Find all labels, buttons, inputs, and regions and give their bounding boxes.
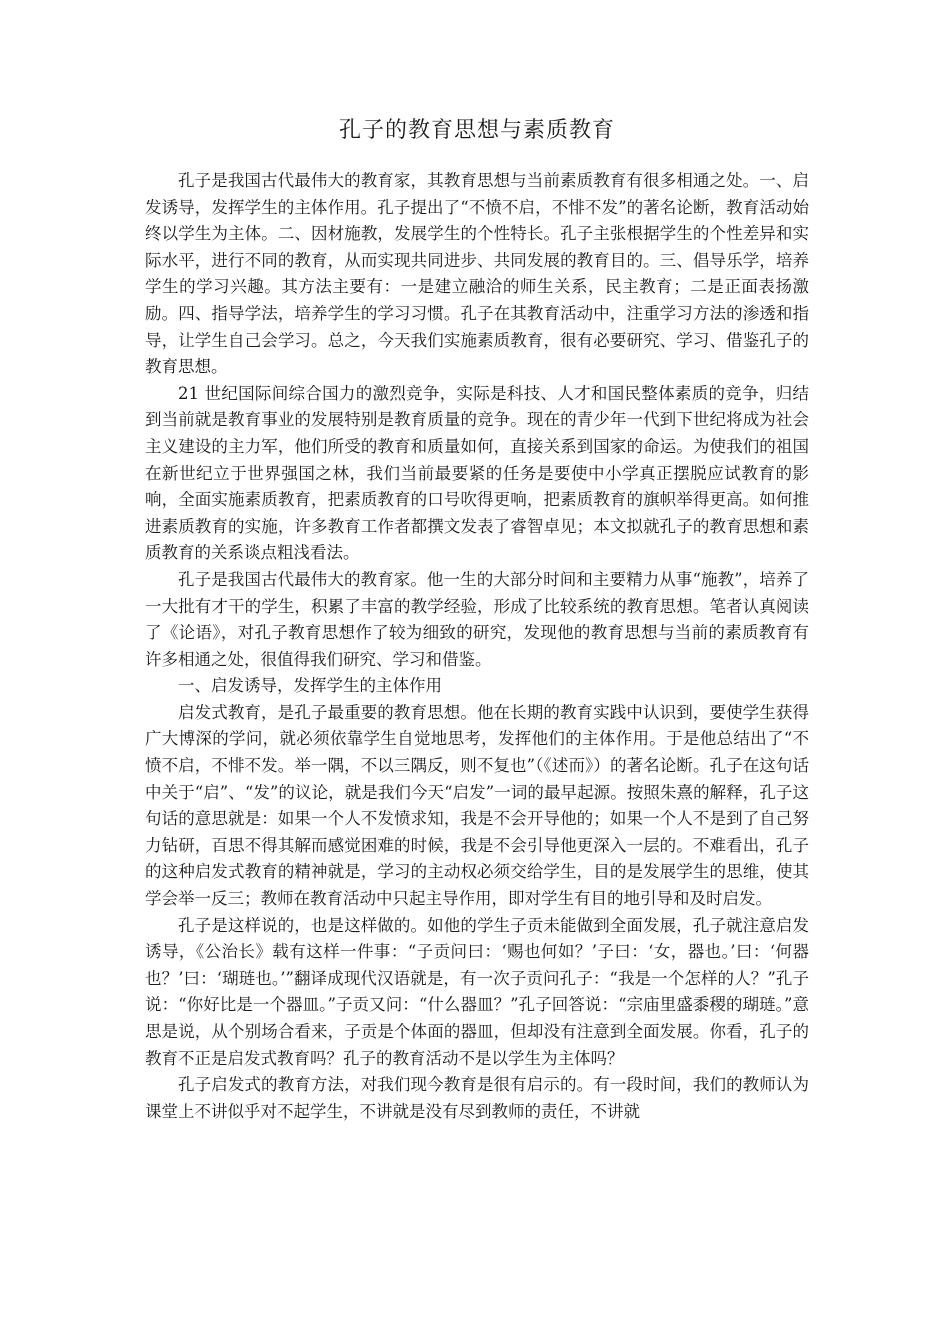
paragraph-background: 孔子是我国古代最伟大的教育家。他一生的大部分时间和主要精力从事“施教”，培养了一大批有才干的学生，积累了丰富的教学经验，形成了比较系统的教育思想。笔者认真阅读了《论语》，对孔子教育思想作了较为细致的研究，发现他的教育思想与当前的素质教育有许多相通之处，很值得我们研究、学习和借鉴。 (145, 569, 809, 669)
document-title: 孔子的教育思想与素质教育 (338, 118, 615, 143)
paragraph-section1-implication: 孔子启发式的教育方法，对我们现今教育是很有启示的。有一段时间，我们的教师认为课堂上不讲似乎对不起学生，不讲就是没有尽到教师的责任，不讲就 (145, 1075, 809, 1121)
paragraph-section1-example: 孔子是这样说的，也是这样做的。如他的学生子贡未能做到全面发展，孔子就注意启发诱导，《公治长》载有这样一件事：“子贡问曰：‘赐也何如？’子曰：‘女，器也。’曰：‘何器也？’曰：‘瑚琏也。’”翻译成现代汉语就是，有一次子贡问孔子：“我是一个怎样的人？”孔子说：“你好比是一个器皿。”子贡又问：“什么器皿？”孔子回答说：“宗庙里盛黍稷的瑚琏。”意思是说，从个别场合看来，子贡是个体面的器皿，但却没有注意到全面发展。你看，孔子的教育不正是启发式教育吗？孔子的教育活动不是以学生为主体吗？ (145, 915, 809, 1068)
section-heading-1: 一、启发诱导，发挥学生的主体作用 (178, 676, 442, 696)
document-page (145, 116, 809, 1125)
paragraph-abstract: 孔子是我国古代最伟大的教育家，其教育思想与当前素质教育有很多相通之处。一、启发诱导，发挥学生的主体作用。孔子提出了“不愤不启，不悱不发”的著名论断，教育活动始终以学生为主体。二、因材施教，发展学生的个性特长。孔子主张根据学生的个性差异和实际水平，进行不同的教育，从而实现共同进步、共同发展的教育目的。三、倡导乐学，培养学生的学习兴趣。其方法主要有：一是建立融洽的师生关系，民主教育；二是正面表扬激励。四、指导学法，培养学生的学习习惯。孔子在其教育活动中，注重学习方法的渗透和指导，让学生自己会学习。总之，今天我们实施素质教育，很有必要研究、学习、借鉴孔子的教育思想。 (145, 171, 809, 377)
paragraph-intro: 21 世纪国际间综合国力的激烈竞争，实际是科技、人才和国民整体素质的竞争，归结到当前就是教育事业的发展特别是教育质量的竞争。现在的青少年一代到下世纪将成为社会主义建设的主力军，他们所受的教育和质量如何，直接关系到国家的命运。为使我们的祖国在新世纪立于世界强国之林，我们当前最要紧的任务是要使中小学真正摆脱应试教育的影响，全面实施素质教育，把素质教育的口号吹得更响，把素质教育的旗帜举得更高。如何推进素质教育的实施，许多教育工作者都撰文发表了睿智卓见；本文拟就孔子的教育思想和素质教育的关系谈点粗浅看法。 (145, 383, 809, 563)
paragraph-section1-body: 启发式教育，是孔子最重要的教育思想。他在长期的教育实践中认识到，要使学生获得广大博深的学问，就必须依靠学生自觉地思考，发挥他们的主体作用。于是他总结出了“不愤不启，不悱不发。举一隅，不以三隅反，则不复也”（《述而》）的著名论断。孔子在这句话中关于“启”、“发”的议论，就是我们今天“启发”一词的最早起源。按照朱熹的解释，孔子这句话的意思就是：如果一个人不发愤求知，我是不会开导他的；如果一个人不是到了自己努力钻研，百思不得其解而感觉困难的时候，我是不会引导他更深入一层的。不难看出，孔子的这种启发式教育的精神就是，学习的主动权必须交给学生，目的是发展学生的思维，使其学会举一反三；教师在教育活动中只起主导作用，即对学生有目的地引导和及时启发。 (145, 702, 809, 909)
